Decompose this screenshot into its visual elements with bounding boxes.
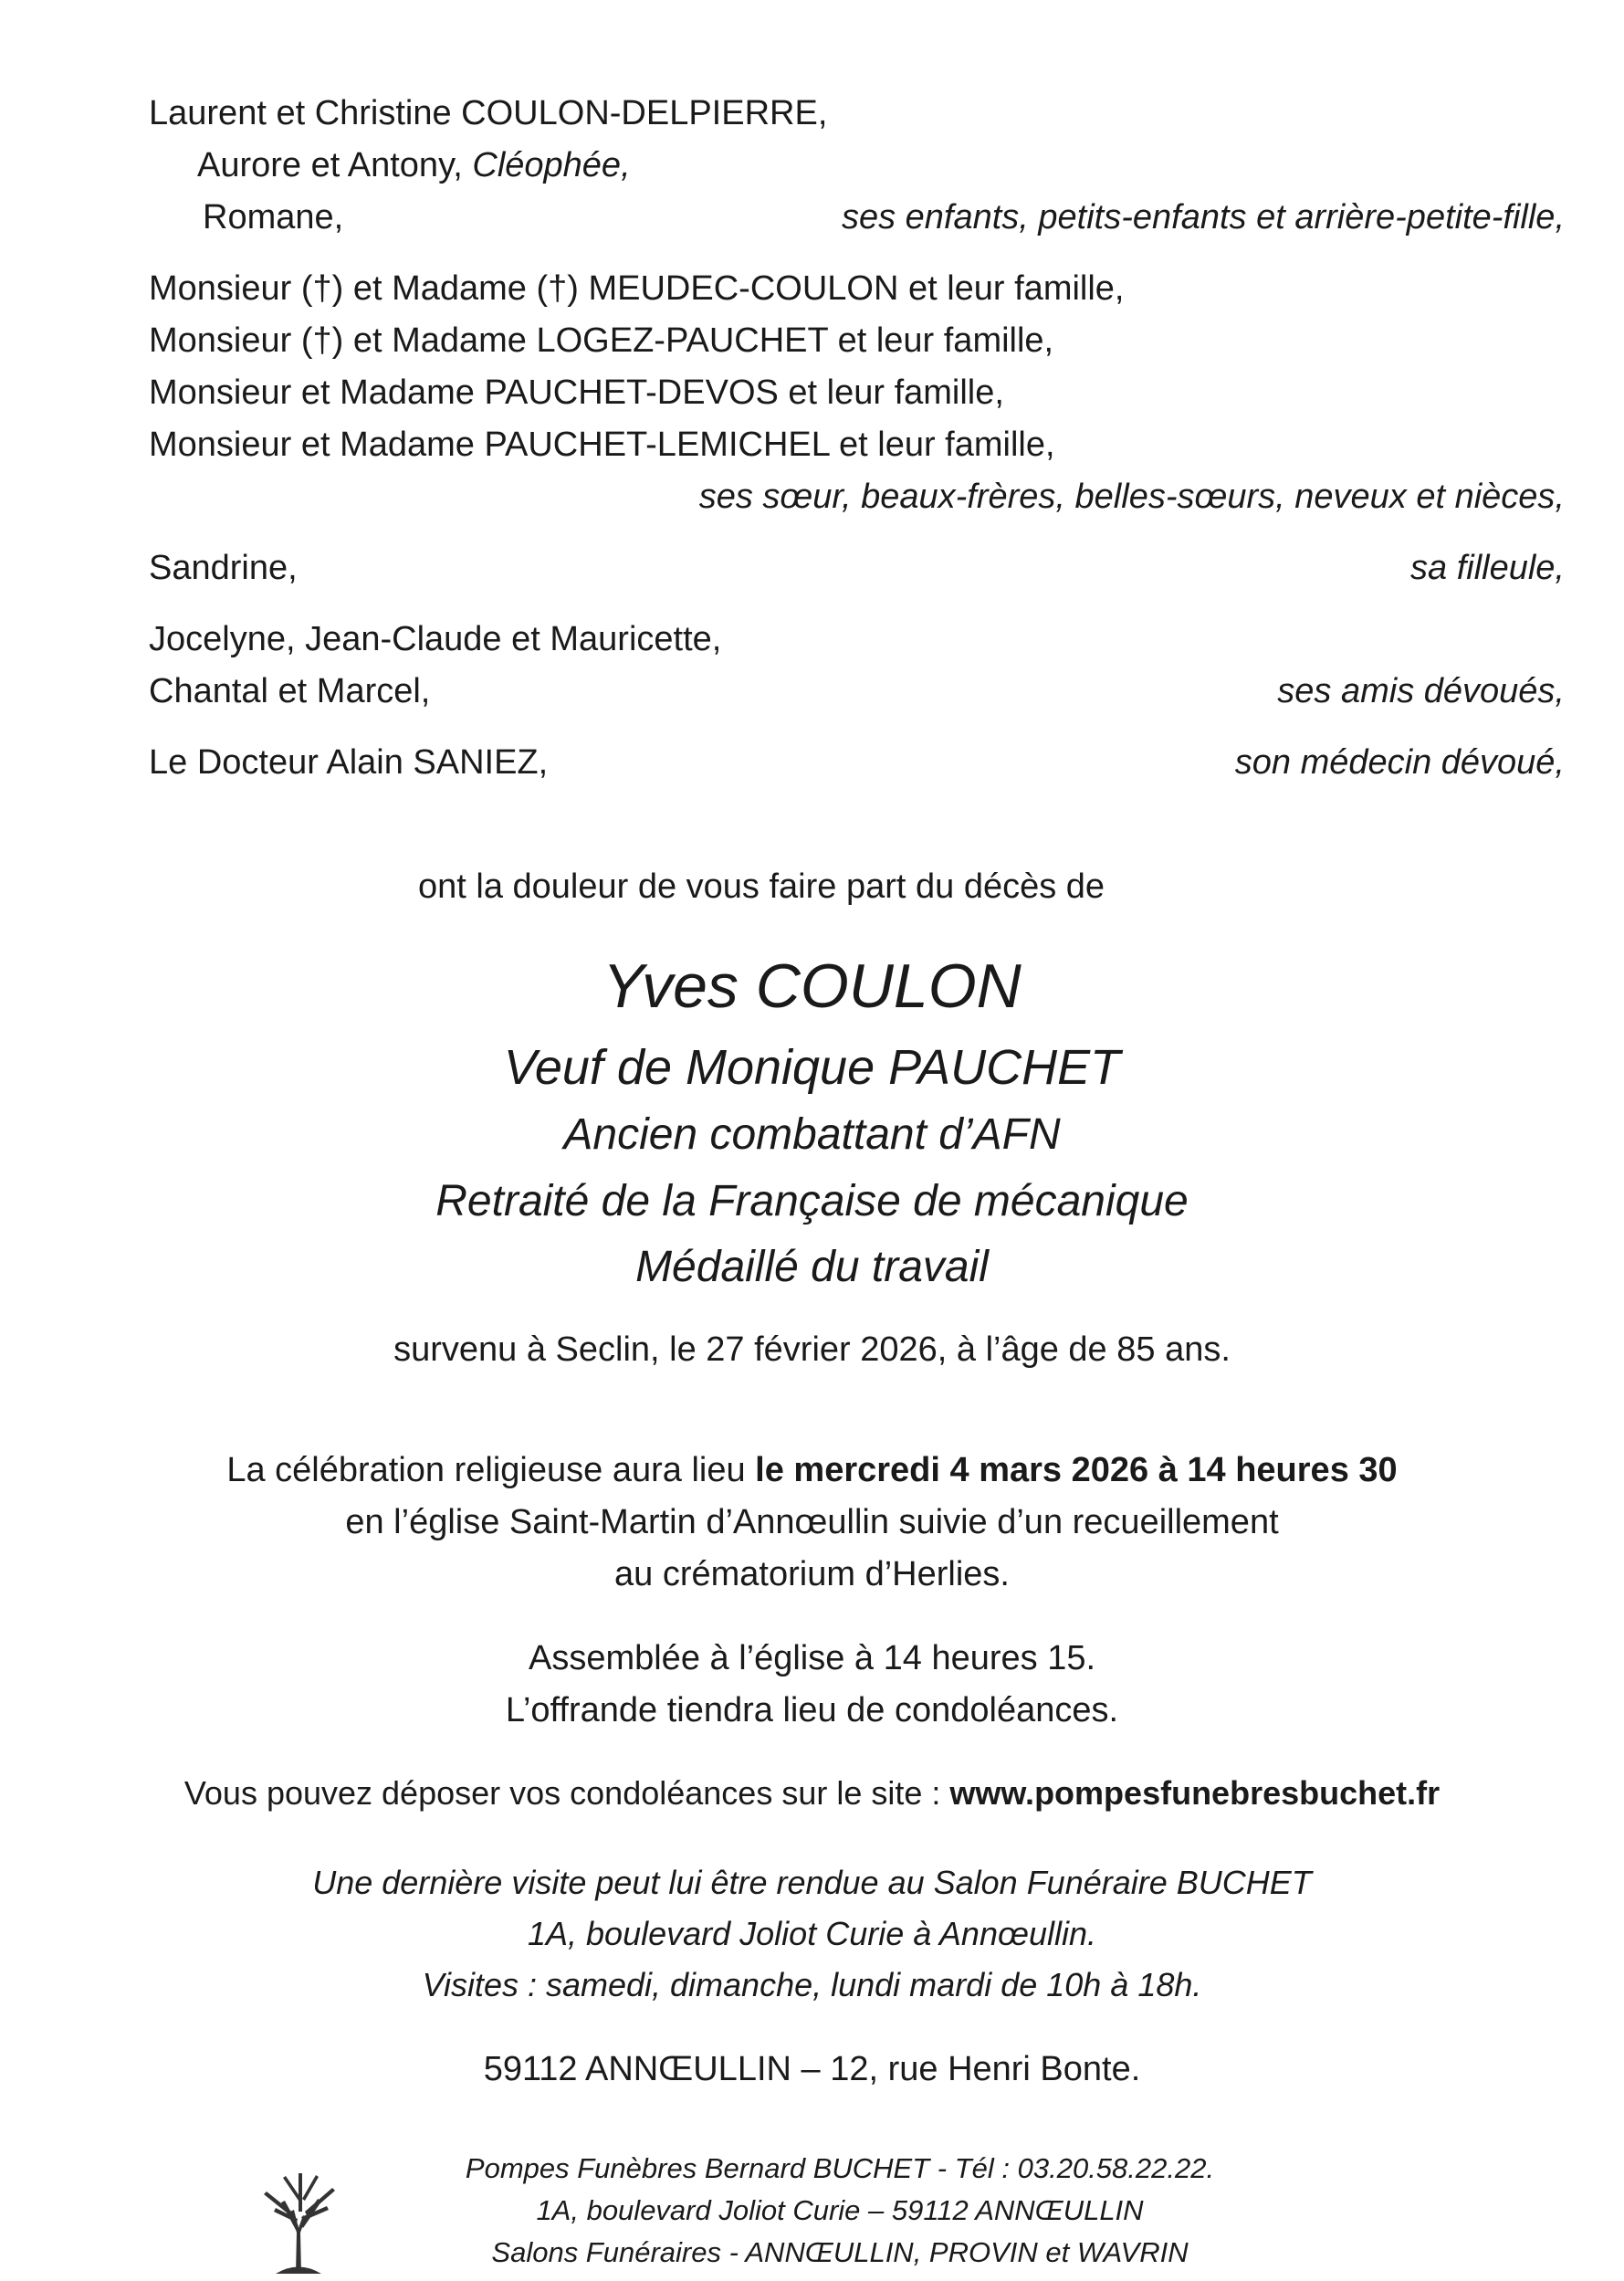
friends-line-1: Jocelyne, Jean-Claude et Mauricette, [149, 620, 722, 658]
doctor-name: Le Docteur Alain SANIEZ, [149, 743, 549, 782]
family-line-3: Romane, [203, 198, 344, 237]
ceremony-datetime: le mercredi 4 mars 2026 à 14 heures 30 [755, 1451, 1398, 1489]
condolences-text: Vous pouvez déposer vos condoléances sur le site : [183, 1774, 950, 1812]
deceased-title-3: Médaillé du travail [635, 1243, 989, 1291]
family-line-2-names: Aurore et Antony, [197, 146, 473, 184]
deceased-name: Yves COULON [602, 951, 1022, 1021]
tree-icon [248, 2146, 349, 2274]
siblings-role: ses sœur, beaux-frères, belles-sœurs, neveux et nièces, [698, 478, 1565, 516]
sibling-line-1: Monsieur (†) et Madame (†) MEUDEC-COULON et leur famille, [149, 269, 1125, 308]
family-role: ses enfants, petits-enfants et arrière-petite-fille, [841, 198, 1565, 237]
friends-role: ses amis dévoués, [1277, 672, 1565, 710]
family-line-1: Laurent et Christine COULON-DELPIERRE, [149, 94, 828, 132]
goddaughter-role: sa filleule, [1410, 549, 1565, 587]
visit-line-3: Visites : samedi, dimanche, lundi mardi de 10h à 18h. [422, 1966, 1202, 2003]
condolences-website-link[interactable]: www.pompesfunebresbuchet.fr [949, 1774, 1441, 1812]
footer-line-1: Pompes Funèbres Bernard BUCHET - Tél : 03.20.58.22.22. [465, 2152, 1215, 2184]
assembly-line-1: Assemblée à l’église à 14 heures 15. [528, 1639, 1096, 1677]
family-line-2-great-grandchild: Cléophée, [472, 146, 631, 184]
footer-line-2: 1A, boulevard Joliot Curie – 59112 ANNŒULLIN [536, 2194, 1144, 2226]
visit-line-2: 1A, boulevard Joliot Curie à Annœullin. [528, 1915, 1096, 1952]
doctor-role: son médecin dévoué, [1234, 743, 1565, 782]
deceased-widower: Veuf de Monique PAUCHET [503, 1040, 1121, 1095]
sibling-line-3: Monsieur et Madame PAUCHET-DEVOS et leur famille, [149, 373, 1004, 412]
footer-line-3: Salons Funéraires - ANNŒULLIN, PROVIN et WAVRIN [491, 2236, 1189, 2268]
condolences-line [0, 1770, 1624, 1817]
visit-line-1: Une dernière visite peut lui être rendue au Salon Funéraire BUCHET [312, 1864, 1312, 1901]
death-info: survenu à Seclin, le 27 février 2026, à l’âge de 85 ans. [393, 1330, 1231, 1369]
sibling-line-2: Monsieur (†) et Madame LOGEZ-PAUCHET et leur famille, [149, 321, 1054, 360]
announcement-text: ont la douleur de vous faire part du décès de [418, 867, 1105, 906]
family-line-2 [197, 142, 631, 189]
ceremony-line-2: en l’église Saint-Martin d’Annœullin suivie d’un recueillement [345, 1503, 1279, 1541]
ceremony-line-3: au crématorium d’Herlies. [614, 1555, 1010, 1593]
ceremony-intro: La célébration religieuse aura lieu [226, 1451, 756, 1489]
ceremony-line-1 [0, 1446, 1624, 1494]
address-line: 59112 ANNŒULLIN – 12, rue Henri Bonte. [483, 2050, 1141, 2088]
deceased-title-2: Retraité de la Française de mécanique [435, 1177, 1189, 1225]
assembly-line-2: L’offrande tiendra lieu de condoléances. [505, 1691, 1119, 1729]
goddaughter-name: Sandrine, [149, 549, 298, 587]
sibling-line-4: Monsieur et Madame PAUCHET-LEMICHEL et leur famille, [149, 426, 1055, 464]
deceased-title-1: Ancien combattant d’AFN [563, 1110, 1061, 1159]
friends-line-2: Chantal et Marcel, [149, 672, 431, 710]
